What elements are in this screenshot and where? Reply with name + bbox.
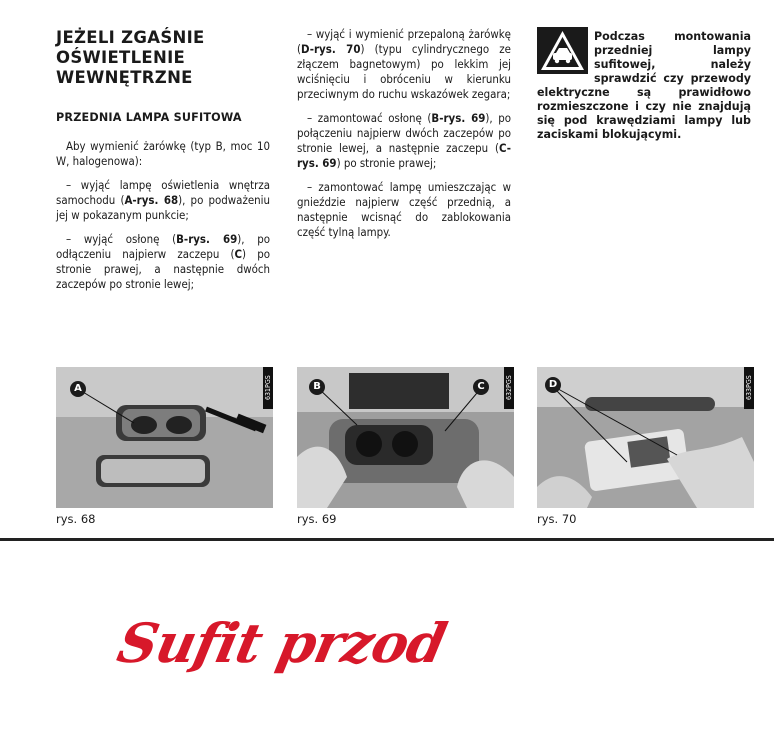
warning-text: Podczas montowania przedniej lampy sufitowej, należy sprawdzić czy przewody elektryczne są prawidłowo rozmieszczone i czy nie znajdują się pod krawędziami lampy lub zaciskami blokującymi. (537, 30, 751, 141)
step-replace-bulb: – wyjąć i wymienić przepaloną żarówkę (D-rys. 70) (typu cylindrycznego ze złączem bagnetowym) po lekkim jej wciśnięciu i obróceniu w kierunku przeciwnym do ruchu wskazówek zegara; (297, 27, 511, 101)
figure-caption: rys. 69 (297, 512, 337, 526)
figure-ref: B-rys. 69 (176, 232, 238, 246)
callout-label: C (473, 379, 489, 395)
intro-paragraph: Aby wymienić żarówkę (typ B, moc 10 W, halogenowa): (56, 139, 270, 168)
figure-70-image (537, 367, 754, 508)
figure-ref: C-rys. 69 (297, 141, 511, 170)
figure-code: 632PGS (504, 367, 514, 409)
text-column-1 (56, 139, 270, 301)
figure-ref: C (234, 247, 243, 261)
figure-69-image (297, 367, 514, 508)
callout-label: A (70, 381, 86, 397)
callout-label: B (309, 379, 325, 395)
callout-label: D (545, 377, 561, 393)
figure-caption: rys. 68 (56, 512, 96, 526)
figure-code: 631PGS (263, 367, 273, 409)
section-title: JEŻELI ZGAŚNIE OŚWIETLENIE WEWNĘTRZNE (56, 28, 205, 87)
figure-ref: A-rys. 68 (124, 193, 179, 207)
horizontal-rule (0, 538, 774, 541)
figure-caption: rys. 70 (537, 512, 577, 526)
figure-ref: B-rys. 69 (431, 111, 486, 125)
figure-code: 633PGS (744, 367, 754, 409)
footer-handwritten-title: Sufit przod (112, 611, 452, 675)
section-subtitle: PRZEDNIA LAMPA SUFITOWA (56, 111, 242, 124)
text-column-2 (297, 27, 511, 249)
figure-ref: D-rys. 70 (301, 42, 361, 56)
step-mount-lamp: – zamontować lampę umieszczając w gnieździe najpierw część przednią, a następnie wcisnąć do zablokowania część tylną lampy. (297, 180, 511, 239)
step-remove-lamp: – wyjąć lampę oświetlenia wnętrza samochodu (A-rys. 68), po podważeniu jej w pokazanym punkcie; (56, 178, 270, 222)
step-remove-cover: – wyjąć osłonę (B-rys. 69), po odłączeniu najpierw zaczepu (C) po stronie prawej, a następnie dwóch zaczepów po stronie lewej; (56, 232, 270, 291)
step-mount-cover: – zamontować osłonę (B-rys. 69), po połączeniu najpierw dwóch zaczepów po stronie lewej, a następnie zaczepu (C-rys. 69) po stronie prawej; (297, 111, 511, 170)
figure-68-image (56, 367, 273, 508)
